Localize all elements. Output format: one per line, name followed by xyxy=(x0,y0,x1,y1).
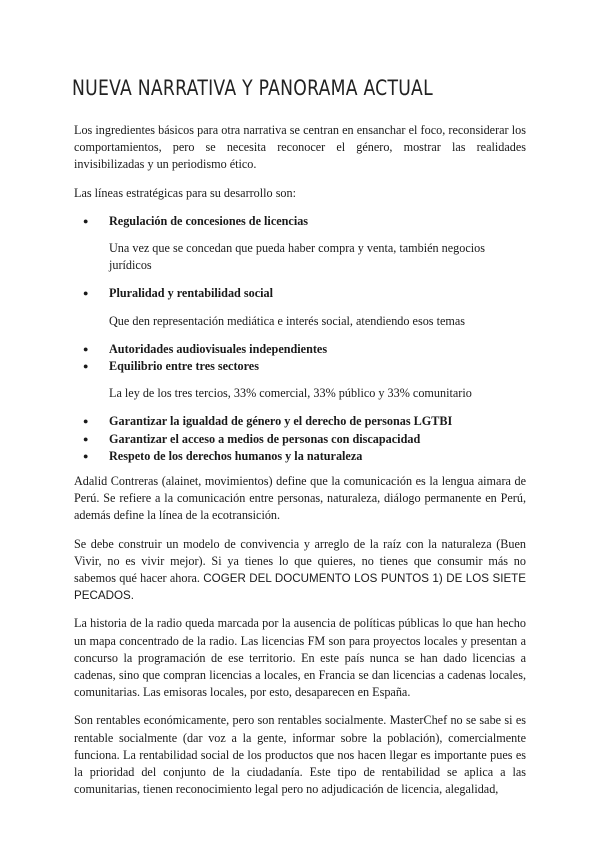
body-paragraph: Adalid Contreras (alainet, movimientos) define que la comunicación es la lengua aimara de Perú. Se refiere a la comunicación entre personas, naturaleza, diálogo permanente en Perú, además define la línea de la ecotransición. xyxy=(74,474,526,523)
list-item-description: Una vez que se concedan que pueda haber compra y venta, también negocios jurídicos xyxy=(109,241,485,273)
strategic-lines-list xyxy=(74,341,526,375)
intro-paragraph: Los ingredientes básicos para otra narrativa se centran en ensanchar el foco, reconsiderar los comportamientos, pero se necesita reconocer el género, mostrar las realidades invisibilizadas y un periodismo ético. xyxy=(74,123,526,172)
list-item-description: La ley de los tres tercios, 33% comercial, 33% público y 33% comunitario xyxy=(109,386,472,401)
strategic-lines-list xyxy=(74,213,526,230)
strategic-lines-intro: Las líneas estratégicas para su desarrollo son: xyxy=(74,185,297,200)
body-paragraph xyxy=(74,536,526,605)
body-paragraph-text: Se debe construir un modelo de convivencia y arreglo de la raíz con la naturaleza (Buen Vivir, no es vivir mejor). Si ya tienes lo que quieres, no tienes que consumir más no sabemos qué hacer ahora. xyxy=(74,536,526,586)
list-item: ● Pluralidad y rentabilidad social xyxy=(74,285,526,302)
strategic-lines-list xyxy=(74,285,526,302)
page-title: NUEVA NARRATIVA Y PANORAMA ACTUAL xyxy=(72,76,433,100)
body-paragraph: Son rentables económicamente, pero son rentables socialmente. MasterChef no se sabe si es rentable socialmente (dar voz a la gente, informar sobre la población), comercialmente funciona. La rentabilidad social de los productos que nos hacen llegar es importante pues es la prioridad del conjunto de la ciudadanía. Este tipo de rentabilidad se aplica a las comunitarias, tienen reconocimiento legal pero no adjudicación de licencia, alegalidad, xyxy=(74,713,526,797)
body-paragraph: La historia de la radio queda marcada por la ausencia de políticas públicas lo que han hecho un mapa concentrado de la radio. Las licencias FM son para proyectos locales y presentan a concurso la programación de ese territorio. En este país nunca se han dado licencias a cadenas, sino que compran licencias a locales, en Francia se dan licencias a cadenas locales, comunitarias. Las emisoras locales, por esto, desaparecen en España. xyxy=(74,616,526,700)
list-item: ● Equilibrio entre tres sectores xyxy=(74,358,526,375)
list-item: ● Autoridades audiovisuales independientes xyxy=(74,341,526,358)
strategic-lines-list xyxy=(74,413,526,465)
body-paragraph-note: COGER DEL DOCUMENTO LOS PUNTOS 1) DE LOS SIETE PECADOS. xyxy=(74,572,526,603)
list-item-description: Que den representación mediática e interés social, atendiendo esos temas xyxy=(109,313,466,328)
list-item: ● Garantizar la igualdad de género y el derecho de personas LGTBI xyxy=(74,413,526,430)
list-item: ● Respeto de los derechos humanos y la naturaleza xyxy=(74,448,526,465)
list-item: ● Regulación de concesiones de licencias xyxy=(74,213,526,230)
list-item: ● Garantizar el acceso a medios de personas con discapacidad xyxy=(74,431,526,448)
